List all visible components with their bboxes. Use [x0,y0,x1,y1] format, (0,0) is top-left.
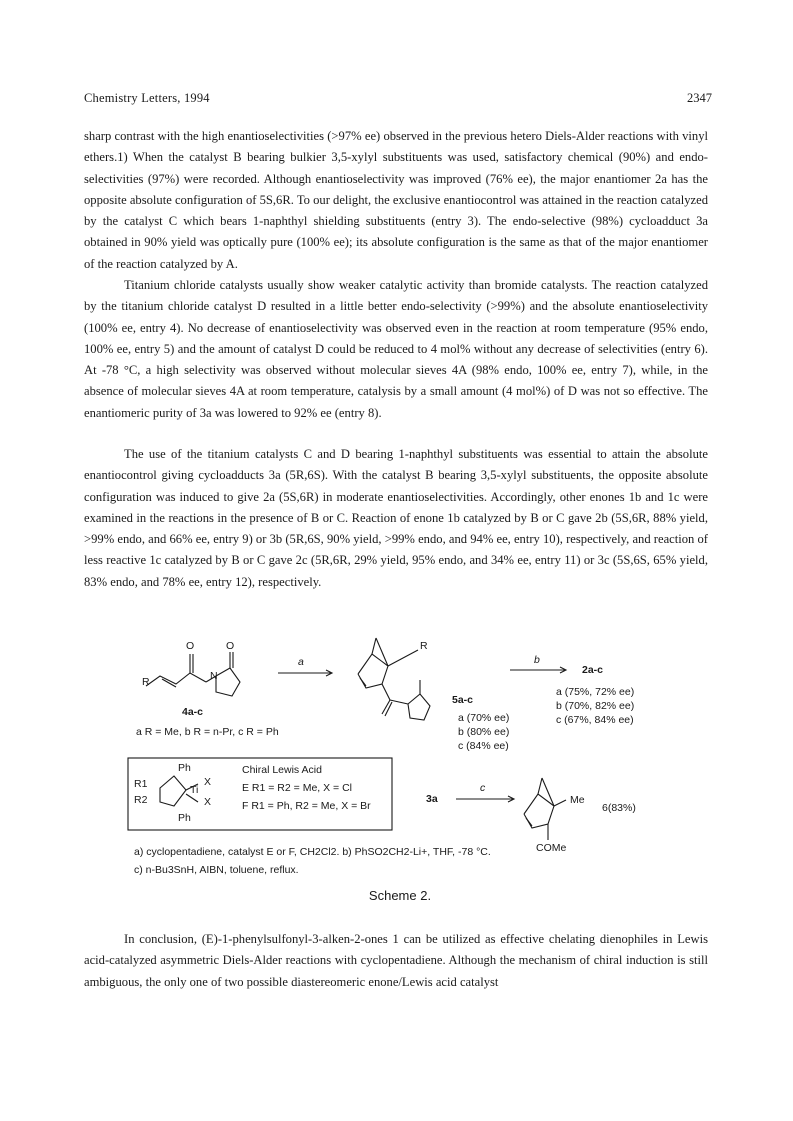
compound-2-result-a: a (75%, 72% ee) [556,686,635,698]
paragraph-3-text: The use of the titanium catalysts C and D bearing 1-naphthyl substituents was essential to attain the absolute enantiocontrol giving cycloadducts 3a (5R,6S). With the catalyst B bearing 3,5-xylyl substituents, the opposite absolute configuration was induced to give 2a (5S,6R) in moderate enantioselectivities. Accordingly, other enones 1b and 1c were examined in the reactions in the presence of B or C. Reaction of enone 1b catalyzed by B or C gave 2b (5S,6R, 88% yield, >99% endo, and 66% ee, entry 9) or 3b (5R,6S, 90% yield, >99% endo, and 94% ee, entry 10), respectively, and reaction of less reactive 1c catalyzed by B or C gave 2c (5R,6R, 29% yield, 95% endo, and 34% ee, entry 11) or 3c (5S,6S, 65% yield, 83% endo, and 78% ee, entry 12), respectively. [84,447,708,589]
box-title: Chiral Lewis Acid [242,764,322,776]
box-x-bottom: X [204,796,212,808]
compound-2-result-c: c (67%, 84% ee) [556,714,634,726]
box-ti: Ti [190,784,199,796]
box-catalyst-f: F R1 = Ph, R2 = Me, X = Br [242,800,371,812]
compound-6-me: Me [570,794,585,806]
compound-3-label: 3a [426,793,438,805]
arrow-b-label: b [534,654,540,666]
compound-5-ee-b: b (80% ee) [458,726,510,738]
box-r2: R2 [134,794,148,806]
norbornene-ring [358,654,388,688]
compound-2-result-b: b (70%, 82% ee) [556,700,635,712]
conclusion-paragraph [84,929,708,993]
compound-4-r-label: R [142,676,150,688]
compound-4-n-label: N [210,670,218,682]
reaction-scheme [120,618,680,908]
paragraph-3 [84,444,708,593]
box-phenyl-top: Ph [178,762,191,774]
compound-4-label: 4a-c [182,706,204,718]
journal-name: Chemistry Letters, 1994 [84,91,210,105]
compound-6-come: COMe [536,842,567,854]
paragraph-1 [84,126,708,275]
scheme-footnote-a: a) cyclopentadiene, catalyst E or F, CH2Cl2. b) PhSO2CH2-Li+, THF, -78 °C. [134,846,491,858]
arrow-a-label: a [298,656,304,668]
oxazolidinone-ring [216,668,240,696]
conclusion-text: In conclusion, (E)-1-phenylsulfonyl-3-alken-2-ones 1 can be utilized as effective chelating dienophiles in Lewis acid-catalyzed asymmetric Diels-Alder reactions with cyclopentadiene. Although the mechanism of chiral induction is still ambiguous, the only one of two possible diastereomeric enone/Lewis acid catalyst [84,932,708,989]
paragraph-2-text: Titanium chloride catalysts usually show weaker catalytic activity than bromide catalysts. The reaction catalyzed by the titanium chloride catalyst D resulted in a little better endo-selectivity (>99%) and the absolute enantioselectivity (100% ee, entry 4). No decrease of enantioselectivity was observed even in the reaction at room temperature (95% endo, 100% ee, entry 5) and the amount of catalyst D could be reduced to 4 mol% without any decrease of selectivities (entry 6). At -78 °C, a high selectivity was observed without molecular sieves 4A (98% endo, 100% ee, entry 7), while, in the absence of molecular sieves 4A at room temperature, catalysis by a small amount (4 mol%) of D was not so effective. The enantiomeric purity of 3a was lowered to 92% ee (entry 8). [84,278,708,420]
box-phenyl-bottom: Ph [178,812,191,824]
oxazolidinone-ring-2 [408,694,430,720]
compound-4-carbonyl-o: O [186,640,195,652]
compound-5-r-label: R [420,640,428,652]
compound-6-ring [524,794,554,828]
page-header [84,91,712,107]
compound-4-ring-o: O [226,640,235,652]
compound-5-ee-a: a (70% ee) [458,712,510,724]
compound-5-label: 5a-c [452,694,474,706]
compound-2-label: 2a-c [582,664,604,676]
compound-6-label: 6(83%) [602,802,636,814]
paragraph-2 [84,275,708,424]
scheme-title: Scheme 2. [368,888,432,903]
scheme-drawing [120,618,680,878]
box-x-top: X [204,776,212,788]
box-catalyst-e: E R1 = R2 = Me, X = Cl [242,782,353,794]
paragraph-1-text: sharp contrast with the high enantioselectivities (>97% ee) observed in the previous hetero Diels-Alder reactions with vinyl ethers.1) When the catalyst B bearing bulkier 3,5-xylyl substituents was used, satisfactory chemical (90%) and endo-selectivities (97%) were recorded. Although enantioselectivity was improved (76% ee), the major enantiomer 2a has the opposite absolute configuration of 5S,6R. To our delight, the exclusive enantiocontrol was attained in the reaction catalyzed by the catalyst C which bears 1-naphthyl shielding substituents (entry 3). The endo-selective (98%) cycloadduct 3a obtained in 90% yield was optically pure (100% ee); its absolute configuration is the same as that of the major enantiomer of the reaction catalyzed by A. [84,129,708,271]
arrow-c-label: c [480,782,486,794]
compound-5-ee-c: c (84% ee) [458,740,509,752]
compound-4-chain [146,673,206,686]
box-r1: R1 [134,778,148,790]
scheme-footnote-c: c) n-Bu3SnH, AIBN, toluene, reflux. [134,864,299,876]
compound-4-substituents: a R = Me, b R = n-Pr, c R = Ph [136,726,279,738]
page-number: 2347 [687,91,712,105]
